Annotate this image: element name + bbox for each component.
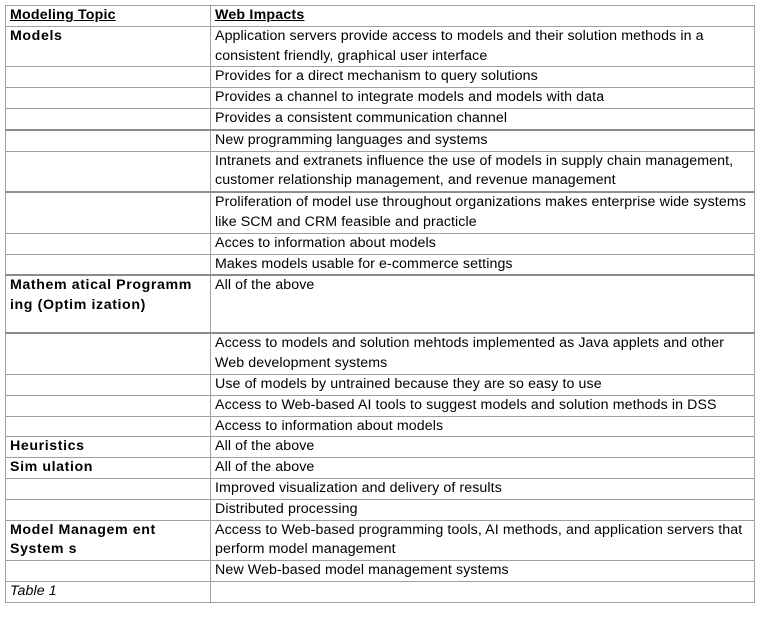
- topic-cell: [6, 478, 211, 499]
- impact-cell: Access to Web-based AI tools to suggest models and solution methods in DSS: [211, 395, 755, 416]
- impact-cell: Acces to information about models: [211, 233, 755, 254]
- topic-cell: [6, 151, 211, 192]
- topic-cell: Mathem atical Programm ing (Optim ization): [6, 275, 211, 333]
- table-row: [6, 499, 755, 520]
- impact-cell: Application servers provide access to models and their solution methods in a consistent friendly, graphical user interface: [211, 26, 755, 67]
- topic-cell: [6, 67, 211, 88]
- impact-cell: Provides a channel to integrate models and models with data: [211, 88, 755, 109]
- table-row: [6, 192, 755, 233]
- impact-cell: Improved visualization and delivery of results: [211, 478, 755, 499]
- table-row: [6, 130, 755, 151]
- impact-cell: Access to Web-based programming tools, AI methods, and application servers that perform model management: [211, 520, 755, 561]
- topic-cell: [6, 561, 211, 582]
- topic-cell: [6, 88, 211, 109]
- table-row: [6, 395, 755, 416]
- table-row: [6, 374, 755, 395]
- table-row: [6, 478, 755, 499]
- topic-cell: [6, 108, 211, 129]
- table-row: [6, 333, 755, 374]
- table-row: [6, 416, 755, 437]
- table-row: [6, 108, 755, 129]
- impact-cell: Provides for a direct mechanism to query solutions: [211, 67, 755, 88]
- topic-cell: [6, 395, 211, 416]
- table-header-row: [6, 6, 755, 27]
- impact-cell: Access to information about models: [211, 416, 755, 437]
- table-row: [6, 520, 755, 561]
- table-row: [6, 67, 755, 88]
- impact-cell: New programming languages and systems: [211, 130, 755, 151]
- topic-cell: [6, 499, 211, 520]
- topic-cell: [6, 333, 211, 374]
- topic-cell: Heuristics: [6, 437, 211, 458]
- table-row: [6, 233, 755, 254]
- topic-cell: [6, 130, 211, 151]
- table-row: [6, 88, 755, 109]
- topic-cell: Models: [6, 26, 211, 67]
- table-row: [6, 561, 755, 582]
- caption-row: [6, 581, 755, 602]
- web-impacts-table: [5, 5, 755, 603]
- table-row: [6, 26, 755, 67]
- impact-cell: Proliferation of model use throughout organizations makes enterprise wide systems like SCM and CRM feasible and practicle: [211, 192, 755, 233]
- impact-cell: New Web-based model management systems: [211, 561, 755, 582]
- topic-cell: [6, 233, 211, 254]
- header-web-impacts: Web Impacts: [211, 6, 755, 27]
- impact-cell: All of the above: [211, 458, 755, 479]
- topic-cell: [6, 192, 211, 233]
- table-caption: Table 1: [6, 581, 211, 602]
- table-row: [6, 151, 755, 192]
- impact-cell: Provides a consistent communication channel: [211, 108, 755, 129]
- caption-empty-cell: [211, 581, 755, 602]
- table-row: [6, 275, 755, 333]
- topic-cell: Model Managem ent System s: [6, 520, 211, 561]
- table-row: [6, 437, 755, 458]
- topic-cell: [6, 374, 211, 395]
- impact-cell: Intranets and extranets influence the use of models in supply chain management, customer relationship management, and revenue management: [211, 151, 755, 192]
- header-modeling-topic: Modeling Topic: [6, 6, 211, 27]
- impact-cell: Distributed processing: [211, 499, 755, 520]
- table-row: [6, 458, 755, 479]
- topic-cell: [6, 416, 211, 437]
- topic-cell: [6, 254, 211, 275]
- impact-cell: Access to models and solution mehtods implemented as Java applets and other Web development systems: [211, 333, 755, 374]
- impact-cell: Use of models by untrained because they are so easy to use: [211, 374, 755, 395]
- impact-cell: Makes models usable for e-commerce settings: [211, 254, 755, 275]
- table-row: [6, 254, 755, 275]
- impact-cell: All of the above: [211, 437, 755, 458]
- topic-cell: Sim ulation: [6, 458, 211, 479]
- impact-cell: All of the above: [211, 275, 755, 333]
